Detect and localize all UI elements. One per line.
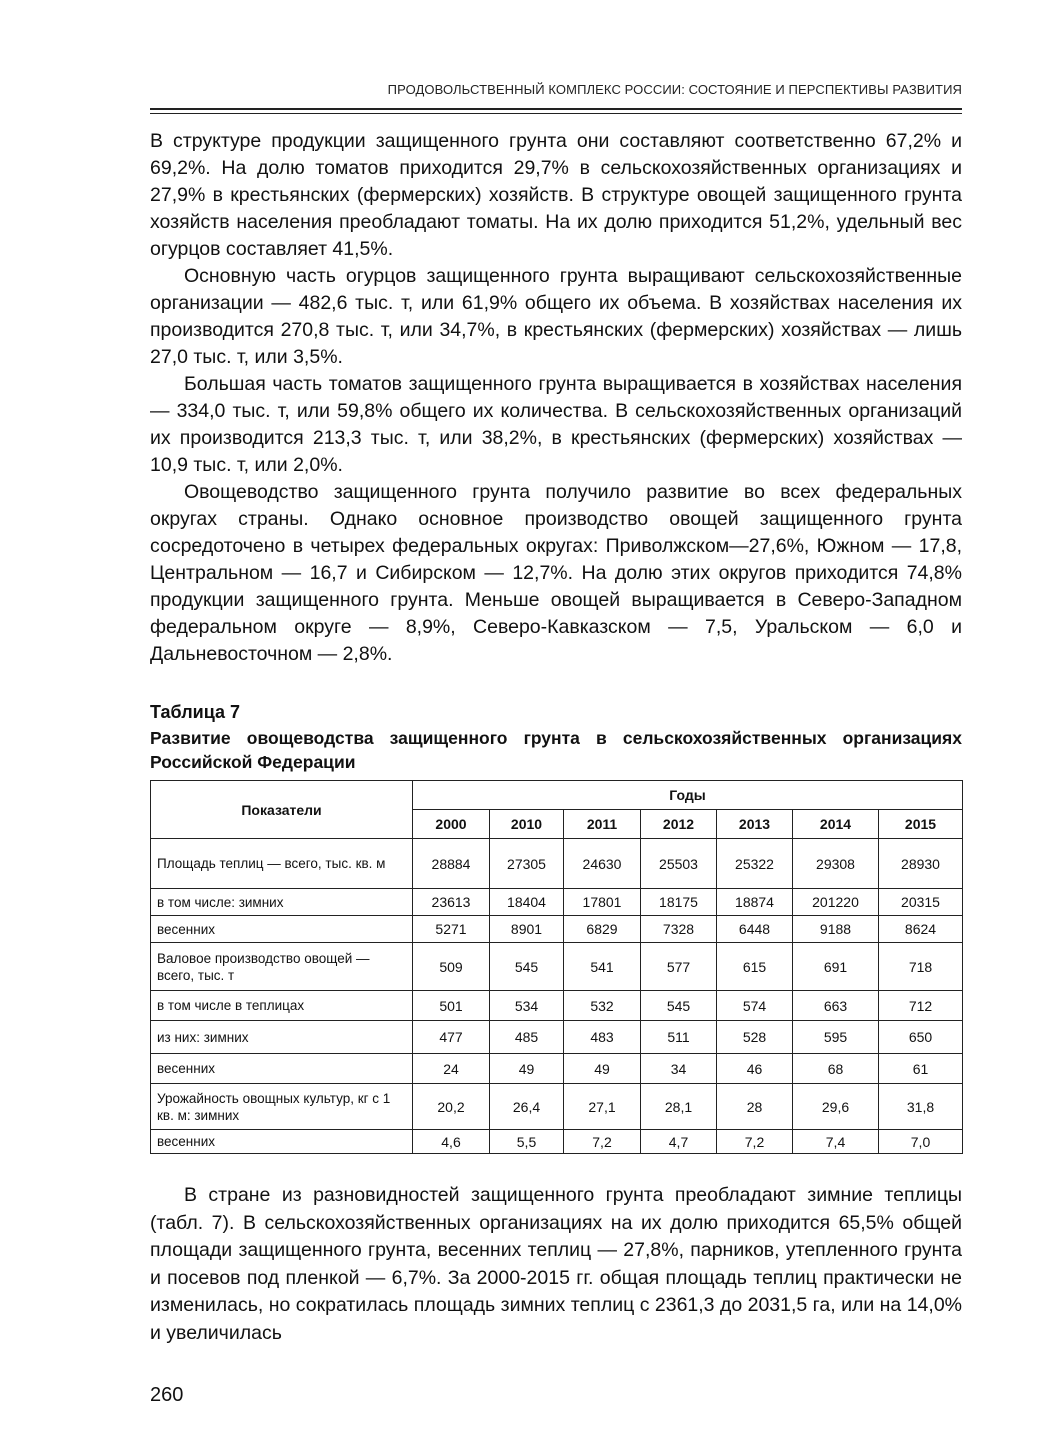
cell: 6448 <box>717 916 793 943</box>
cell: 509 <box>413 943 490 991</box>
row-label: из них: зимних <box>151 1021 413 1054</box>
cell: 34 <box>641 1054 717 1084</box>
cell: 29,6 <box>793 1084 879 1130</box>
cell: 28930 <box>879 839 963 889</box>
cell: 28884 <box>413 839 490 889</box>
cell: 24 <box>413 1054 490 1084</box>
year-header: 2012 <box>641 810 717 839</box>
header-indicators: Показатели <box>151 781 413 839</box>
row-label: весенних <box>151 916 413 943</box>
table-row <box>151 1054 963 1084</box>
cell: 528 <box>717 1021 793 1054</box>
cell: 24630 <box>564 839 641 889</box>
cell: 5,5 <box>490 1130 564 1154</box>
header-rule-thick <box>150 108 962 110</box>
cell: 61 <box>879 1054 963 1084</box>
cell: 650 <box>879 1021 963 1054</box>
running-head: ПРОДОВОЛЬСТВЕННЫЙ КОМПЛЕКС РОССИИ: СОСТОЯНИЕ И ПЕРСПЕКТИВЫ РАЗВИТИЯ <box>387 82 962 97</box>
cell: 18175 <box>641 889 717 916</box>
table-row <box>151 1130 963 1154</box>
row-label: Урожайность овощных культур, кг с 1 кв. м: зимних <box>151 1084 413 1130</box>
year-header: 2015 <box>879 810 963 839</box>
cell: 49 <box>490 1054 564 1084</box>
table-header-row <box>151 781 963 810</box>
cell: 28 <box>717 1084 793 1130</box>
cell: 7,2 <box>564 1130 641 1154</box>
table-row <box>151 839 963 889</box>
cell: 7,4 <box>793 1130 879 1154</box>
cell: 4,6 <box>413 1130 490 1154</box>
row-label: весенних <box>151 1130 413 1154</box>
table-row <box>151 991 963 1021</box>
paragraph: Большая часть томатов защищенного грунта выращивается в хозяйствах населения — 334,0 тыс. т, или 59,8% общего их количества. В сельскохозяйственных организаций их производится 213,3 тыс. т, или 38,2%, в крестьянских (фермерских) хозяйствах — 10,9 тыс. т, или 2,0%. <box>150 373 962 476</box>
cell: 49 <box>564 1054 641 1084</box>
header-years: Годы <box>413 781 963 810</box>
cell: 4,7 <box>641 1130 717 1154</box>
cell: 23613 <box>413 889 490 916</box>
paragraph: В стране из разновидностей защищенного грунта преобладают зимние теплицы (табл. 7). В сельскохозяйственных организациях на их долю приходится 65,5% общей площади защищенного грунта, весенних теплиц — 27,8%, парников, утепленного грунта и посевов под пленкой — 6,7%. За 2000-2015 гг. общая площадь теплиц практически не изменилась, но сократилась площадь зимних теплиц с 2361,3 до 2031,5 га, или на 14,0% и увеличилась <box>150 1184 962 1344</box>
cell: 18404 <box>490 889 564 916</box>
cell: 26,4 <box>490 1084 564 1130</box>
cell: 18874 <box>717 889 793 916</box>
cell: 511 <box>641 1021 717 1054</box>
row-label: Площадь теплиц — всего, тыс. кв. м <box>151 839 413 889</box>
row-label: Валовое производство овощей — всего, тыс. т <box>151 943 413 991</box>
cell: 615 <box>717 943 793 991</box>
cell: 6829 <box>564 916 641 943</box>
cell: 29308 <box>793 839 879 889</box>
cell: 46 <box>717 1054 793 1084</box>
cell: 577 <box>641 943 717 991</box>
cell: 691 <box>793 943 879 991</box>
year-header: 2011 <box>564 810 641 839</box>
body-text-top <box>150 128 962 668</box>
cell: 477 <box>413 1021 490 1054</box>
paragraph: Основную часть огурцов защищенного грунта выращивают сельскохозяйственные организации — 482,6 тыс. т, или 61,9% общего их объема. В хозяйствах населения их производится 270,8 тыс. т, или 34,7%, в крестьянских (фермерских) хозяйствах — лишь 27,0 тыс. т, или 3,5%. <box>150 265 962 368</box>
cell: 545 <box>641 991 717 1021</box>
cell: 534 <box>490 991 564 1021</box>
cell: 25503 <box>641 839 717 889</box>
cell: 20315 <box>879 889 963 916</box>
cell: 7328 <box>641 916 717 943</box>
cell: 9188 <box>793 916 879 943</box>
paragraph: В структуре продукции защищенного грунта они составляют соответственно 67,2% и 69,2%. На долю томатов приходится 29,7% в сельскохозяйственных организациях и 27,9% в крестьянских (фермерских) хозяйств. В структуре овощей защищенного грунта хозяйств населения преобладают томаты. На их долю приходится 51,2%, удельный вес огурцов составляет 41,5%. <box>150 130 962 260</box>
table-row <box>151 1021 963 1054</box>
cell: 8624 <box>879 916 963 943</box>
table-label: Таблица 7 <box>150 702 241 722</box>
cell: 31,8 <box>879 1084 963 1130</box>
body-text-bottom <box>150 1182 962 1347</box>
cell: 541 <box>564 943 641 991</box>
data-table <box>150 780 963 1154</box>
table-title: Развитие овощеводства защищенного грунта в сельскохозяйственных организациях Российской Федерации <box>150 728 962 772</box>
cell: 20,2 <box>413 1084 490 1130</box>
cell: 663 <box>793 991 879 1021</box>
cell: 712 <box>879 991 963 1021</box>
cell: 501 <box>413 991 490 1021</box>
year-header: 2010 <box>490 810 564 839</box>
cell: 25322 <box>717 839 793 889</box>
table-row <box>151 889 963 916</box>
cell: 201220 <box>793 889 879 916</box>
cell: 718 <box>879 943 963 991</box>
cell: 7,0 <box>879 1130 963 1154</box>
cell: 28,1 <box>641 1084 717 1130</box>
cell: 545 <box>490 943 564 991</box>
cell: 5271 <box>413 916 490 943</box>
table-row <box>151 916 963 943</box>
year-header: 2013 <box>717 810 793 839</box>
cell: 68 <box>793 1054 879 1084</box>
row-label: весенних <box>151 1054 413 1084</box>
year-header: 2000 <box>413 810 490 839</box>
year-header: 2014 <box>793 810 879 839</box>
cell: 27,1 <box>564 1084 641 1130</box>
cell: 483 <box>564 1021 641 1054</box>
cell: 574 <box>717 991 793 1021</box>
cell: 27305 <box>490 839 564 889</box>
cell: 17801 <box>564 889 641 916</box>
cell: 485 <box>490 1021 564 1054</box>
table-row <box>151 1084 963 1130</box>
cell: 7,2 <box>717 1130 793 1154</box>
cell: 532 <box>564 991 641 1021</box>
row-label: в том числе: зимних <box>151 889 413 916</box>
paragraph: Овощеводство защищенного грунта получило развитие во всех федеральных округах страны. Однако основное производство овощей защищенного грунта сосредоточено в четырех федеральных округах: Приволжском—27,6%, Южном — 17,8, Центральном — 16,7 и Сибирском — 12,7%. На долю этих округов приходится 74,8% продукции защищенного грунта. Меньше овощей выращивается в Северо-Западном федеральном округе — 8,9%, Северо-Кавказском — 7,5, Уральском — 6,0 и Дальневосточном — 2,8%. <box>150 481 962 665</box>
row-label: в том числе в теплицах <box>151 991 413 1021</box>
table-row <box>151 943 963 991</box>
page-number: 260 <box>150 1384 184 1406</box>
cell: 595 <box>793 1021 879 1054</box>
header-rule-thin <box>150 113 962 114</box>
cell: 8901 <box>490 916 564 943</box>
